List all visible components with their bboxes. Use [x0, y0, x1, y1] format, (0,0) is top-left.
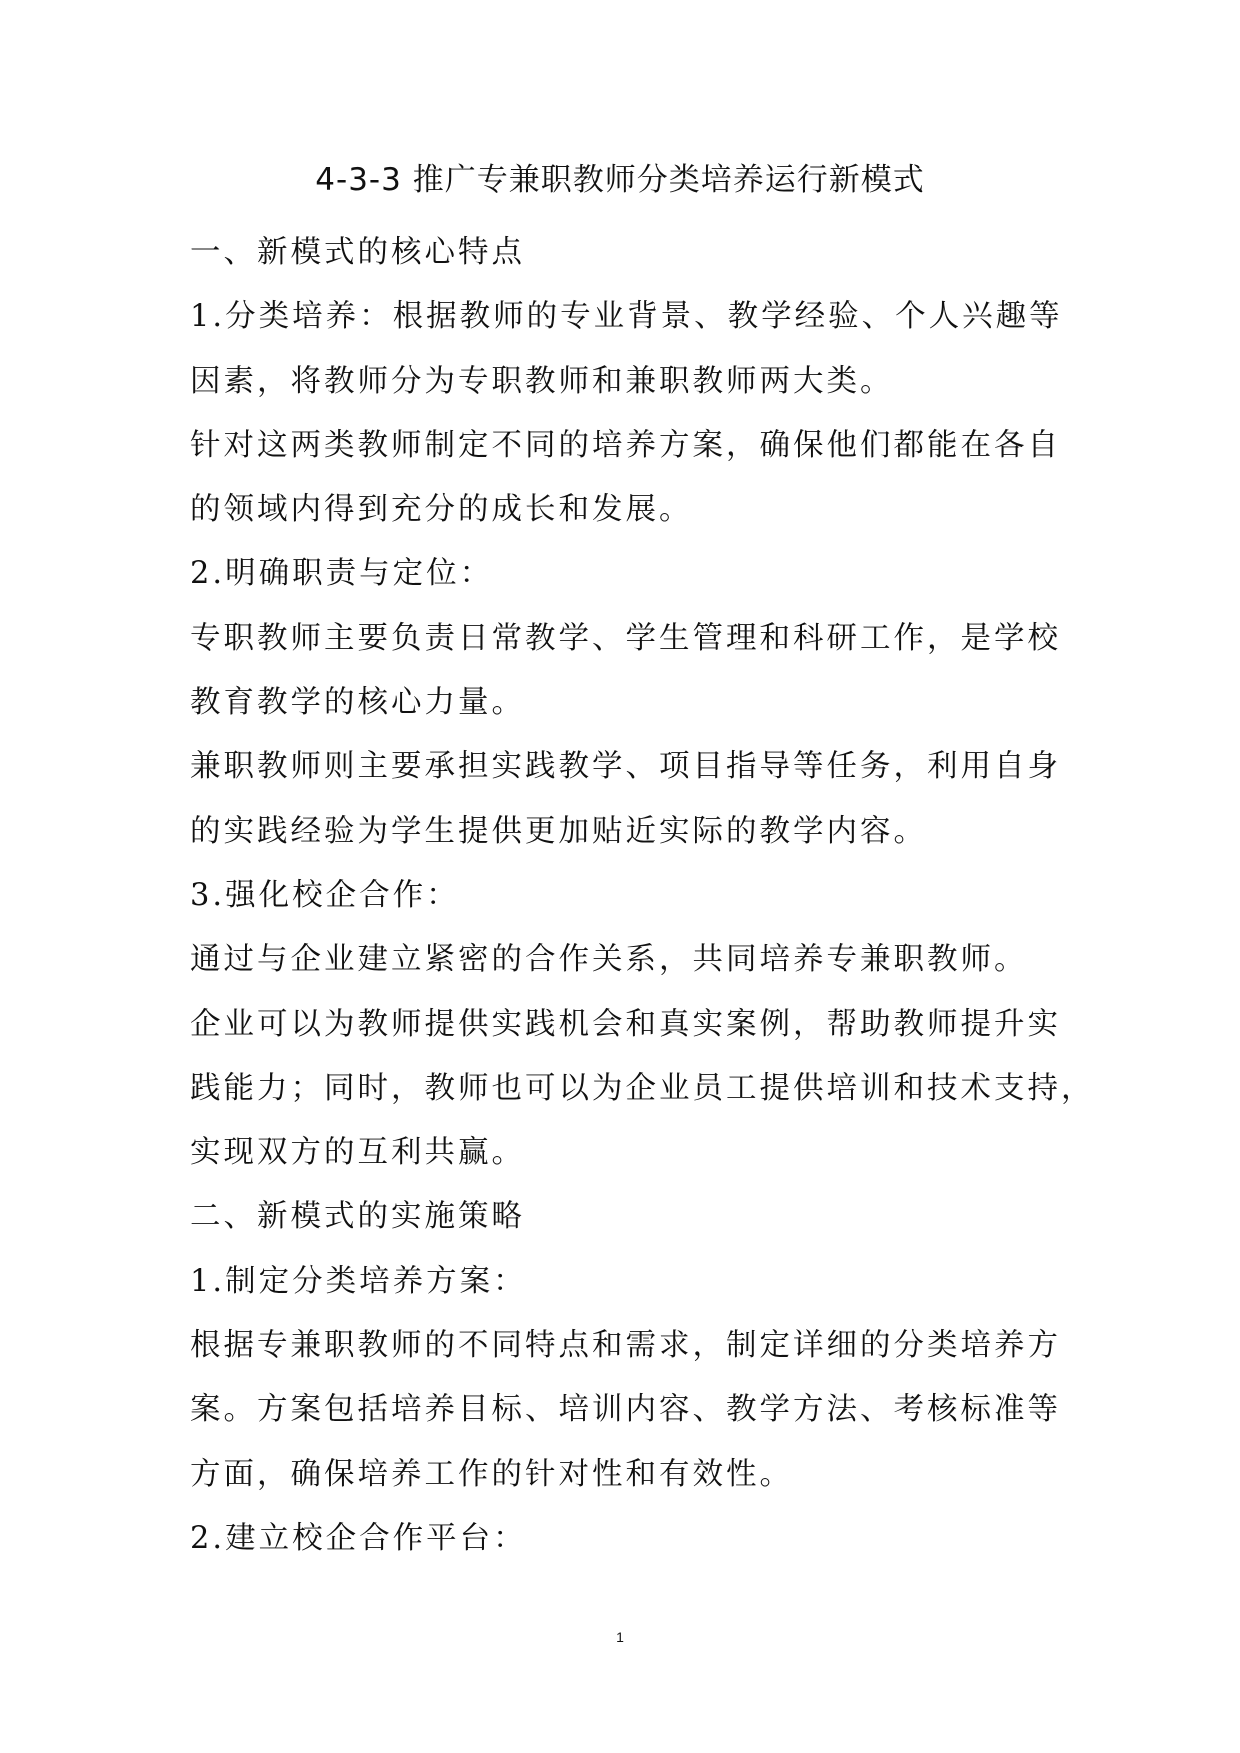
- paragraph-line: 企业可以为教师提供实践机会和真实案例，帮助教师提升实: [190, 1006, 1061, 1042]
- paragraph-line: 案。方案包括培养目标、培训内容、教学方法、考核标准等: [190, 1392, 1061, 1428]
- paragraph-line: 通过与企业建立紧密的合作关系，共同培养专兼职教师。: [190, 942, 1028, 978]
- paragraph-line: 实现双方的互利共赢。: [190, 1135, 525, 1171]
- paragraph-line: 的实践经验为学生提供更加贴近实际的教学内容。: [190, 813, 927, 849]
- subheading: 2.明确职责与定位：: [190, 556, 494, 592]
- paragraph-line: 兼职教师则主要承担实践教学、项目指导等任务，利用自身: [190, 749, 1061, 785]
- section-heading: 二、新模式的实施策略: [190, 1199, 525, 1235]
- paragraph-line: 方面，确保培养工作的针对性和有效性。: [190, 1456, 793, 1492]
- paragraph-line: 践能力；同时，教师也可以为企业员工提供培训和技术支持，: [190, 1070, 1095, 1106]
- paragraph-line: 的领域内得到充分的成长和发展。: [190, 492, 693, 528]
- paragraph-line: 1.分类培养：根据教师的专业背景、教学经验、个人兴趣等: [190, 299, 1063, 335]
- subheading: 1.制定分类培养方案：: [190, 1263, 527, 1299]
- subheading: 2.建立校企合作平台：: [190, 1520, 527, 1556]
- paragraph-line: 针对这两类教师制定不同的培养方案，确保他们都能在各自: [190, 427, 1061, 463]
- subheading: 3.强化校企合作：: [190, 877, 460, 913]
- paragraph-line: 因素，将教师分为专职教师和兼职教师两大类。: [190, 363, 894, 399]
- section-heading: 一、新模式的核心特点: [190, 235, 525, 270]
- paragraph-line: 根据专兼职教师的不同特点和需求，制定详细的分类培养方: [190, 1328, 1061, 1364]
- document-title: 4-3-3 推广专兼职教师分类培养运行新模式: [315, 162, 925, 198]
- paragraph-line: 教育教学的核心力量。: [190, 685, 525, 721]
- document-body: [190, 221, 1095, 1571]
- page-number: 1: [616, 1629, 624, 1645]
- paragraph-line: 专职教师主要负责日常教学、学生管理和科研工作，是学校: [190, 620, 1061, 656]
